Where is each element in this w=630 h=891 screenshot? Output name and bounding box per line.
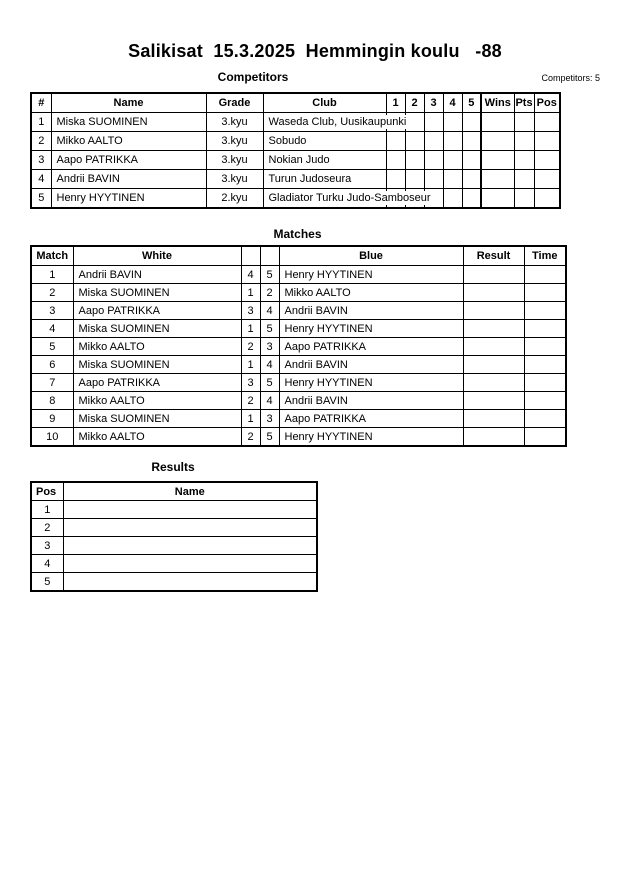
competitor-grade: 3.kyu bbox=[206, 170, 263, 189]
competitors-table bbox=[30, 92, 561, 209]
pos-cell bbox=[534, 132, 560, 151]
grid-cell bbox=[405, 113, 424, 132]
match-number: 9 bbox=[31, 410, 73, 428]
col-header-grid-1: 1 bbox=[386, 93, 405, 113]
pts-cell bbox=[514, 132, 534, 151]
grid-cell bbox=[462, 132, 481, 151]
match-white-name: Mikko AALTO bbox=[73, 392, 241, 410]
result-pos: 3 bbox=[31, 537, 63, 555]
competitors-count-label: Competitors: 5 bbox=[541, 73, 600, 83]
col-header-grid-5: 5 bbox=[462, 93, 481, 113]
match-white-name: Aapo PATRIKKA bbox=[73, 302, 241, 320]
competitor-club-text: Turun Judoseura bbox=[268, 173, 352, 185]
match-time-cell bbox=[524, 302, 566, 320]
match-blue-name: Henry HYYTINEN bbox=[279, 374, 463, 392]
match-blue-name: Andrii BAVIN bbox=[279, 392, 463, 410]
match-blue-name: Andrii BAVIN bbox=[279, 356, 463, 374]
grid-cell bbox=[386, 132, 405, 151]
match-time-cell bbox=[524, 320, 566, 338]
competitor-club bbox=[263, 189, 431, 209]
match-white-name: Mikko AALTO bbox=[73, 338, 241, 356]
match-row bbox=[31, 338, 566, 356]
page-title: Salikisat 15.3.2025 Hemmingin koulu -88 bbox=[128, 41, 502, 61]
match-time-cell bbox=[524, 428, 566, 447]
match-result-cell bbox=[463, 320, 524, 338]
pos-cell bbox=[534, 113, 560, 132]
match-result-cell bbox=[463, 392, 524, 410]
match-result-cell bbox=[463, 356, 524, 374]
match-blue-number: 3 bbox=[260, 338, 279, 356]
grid-cell bbox=[405, 151, 424, 170]
match-time-cell bbox=[524, 356, 566, 374]
competitor-number: 4 bbox=[31, 170, 51, 189]
match-result-cell bbox=[463, 410, 524, 428]
result-pos: 1 bbox=[31, 501, 63, 519]
pts-cell bbox=[514, 189, 534, 209]
match-blue-number: 5 bbox=[260, 320, 279, 338]
grid-cell bbox=[443, 189, 462, 209]
grid-cell bbox=[443, 113, 462, 132]
grid-cell bbox=[443, 151, 462, 170]
match-row bbox=[31, 302, 566, 320]
grid-cell bbox=[462, 151, 481, 170]
match-blue-number: 4 bbox=[260, 392, 279, 410]
match-number: 2 bbox=[31, 284, 73, 302]
competitor-row bbox=[31, 113, 560, 132]
wins-cell bbox=[481, 151, 514, 170]
match-white-number: 2 bbox=[241, 392, 260, 410]
competitor-name: Mikko AALTO bbox=[51, 132, 206, 151]
competitors-section-header bbox=[30, 70, 600, 85]
match-result-cell bbox=[463, 266, 524, 284]
competitor-club-text: Gladiator Turku Judo-Samboseur bbox=[268, 192, 431, 204]
match-white-number: 1 bbox=[241, 410, 260, 428]
pos-cell bbox=[534, 170, 560, 189]
competitor-club bbox=[263, 170, 386, 189]
result-row bbox=[31, 573, 317, 592]
grid-cell bbox=[424, 170, 443, 189]
match-row bbox=[31, 410, 566, 428]
match-blue-number: 5 bbox=[260, 266, 279, 284]
match-number: 3 bbox=[31, 302, 73, 320]
competitor-name: Aapo PATRIKKA bbox=[51, 151, 206, 170]
match-time-cell bbox=[524, 284, 566, 302]
col-header-club: Club bbox=[263, 93, 386, 113]
match-white-number: 1 bbox=[241, 284, 260, 302]
result-pos: 2 bbox=[31, 519, 63, 537]
grid-cell bbox=[424, 151, 443, 170]
col-header-pts: Pts bbox=[514, 93, 534, 113]
match-white-name: Miska SUOMINEN bbox=[73, 356, 241, 374]
grid-cell bbox=[386, 151, 405, 170]
match-number: 7 bbox=[31, 374, 73, 392]
match-white-number: 3 bbox=[241, 374, 260, 392]
competitors-header-row bbox=[31, 93, 560, 113]
match-white-name: Aapo PATRIKKA bbox=[73, 374, 241, 392]
competitor-row bbox=[31, 170, 560, 189]
competitor-row bbox=[31, 132, 560, 151]
match-blue-name: Henry HYYTINEN bbox=[279, 428, 463, 447]
competitor-club bbox=[263, 151, 386, 170]
competitor-name: Henry HYYTINEN bbox=[51, 189, 206, 209]
match-blue-name: Aapo PATRIKKA bbox=[279, 338, 463, 356]
match-blue-name: Andrii BAVIN bbox=[279, 302, 463, 320]
match-row bbox=[31, 356, 566, 374]
col-header-grid-3: 3 bbox=[424, 93, 443, 113]
match-white-number: 2 bbox=[241, 428, 260, 447]
pts-cell bbox=[514, 113, 534, 132]
competitor-number: 2 bbox=[31, 132, 51, 151]
result-name bbox=[63, 555, 317, 573]
match-row bbox=[31, 428, 566, 447]
grid-cell bbox=[424, 132, 443, 151]
competitor-grade: 3.kyu bbox=[206, 151, 263, 170]
col-header-time: Time bbox=[524, 246, 566, 266]
match-blue-number: 4 bbox=[260, 356, 279, 374]
match-white-number: 2 bbox=[241, 338, 260, 356]
match-white-number: 1 bbox=[241, 356, 260, 374]
competitor-number: 3 bbox=[31, 151, 51, 170]
match-result-cell bbox=[463, 374, 524, 392]
col-header-grid-4: 4 bbox=[443, 93, 462, 113]
col-header-pos: Pos bbox=[534, 93, 560, 113]
competitor-club-text: Waseda Club, Uusikaupunki bbox=[268, 116, 407, 128]
col-header-result-pos: Pos bbox=[31, 482, 63, 501]
match-row bbox=[31, 284, 566, 302]
result-name bbox=[63, 573, 317, 592]
match-number: 5 bbox=[31, 338, 73, 356]
grid-cell bbox=[443, 170, 462, 189]
col-header-blue: Blue bbox=[279, 246, 463, 266]
competitor-club-text: Sobudo bbox=[268, 135, 307, 147]
grid-cell bbox=[462, 113, 481, 132]
wins-cell bbox=[481, 132, 514, 151]
pos-cell bbox=[534, 151, 560, 170]
competitor-row bbox=[31, 189, 560, 209]
result-row bbox=[31, 537, 317, 555]
match-blue-number: 5 bbox=[260, 374, 279, 392]
match-blue-name: Henry HYYTINEN bbox=[279, 320, 463, 338]
result-pos: 4 bbox=[31, 555, 63, 573]
col-header-result-name: Name bbox=[63, 482, 317, 501]
match-result-cell bbox=[463, 428, 524, 447]
pts-cell bbox=[514, 151, 534, 170]
result-name bbox=[63, 501, 317, 519]
match-row bbox=[31, 392, 566, 410]
match-number: 8 bbox=[31, 392, 73, 410]
col-header-grid-2: 2 bbox=[405, 93, 424, 113]
result-row bbox=[31, 501, 317, 519]
match-time-cell bbox=[524, 374, 566, 392]
results-section-title: Results bbox=[151, 460, 195, 474]
col-header-white: White bbox=[73, 246, 241, 266]
col-header-result: Result bbox=[463, 246, 524, 266]
pts-cell bbox=[514, 170, 534, 189]
competitor-number: 5 bbox=[31, 189, 51, 209]
wins-cell bbox=[481, 189, 514, 209]
match-blue-name: Aapo PATRIKKA bbox=[279, 410, 463, 428]
match-number: 10 bbox=[31, 428, 73, 447]
competitor-grade: 3.kyu bbox=[206, 132, 263, 151]
grid-cell bbox=[443, 132, 462, 151]
competitor-grade: 2.kyu bbox=[206, 189, 263, 209]
col-header-grade: Grade bbox=[206, 93, 263, 113]
match-row bbox=[31, 374, 566, 392]
match-white-number: 1 bbox=[241, 320, 260, 338]
match-result-cell bbox=[463, 338, 524, 356]
match-number: 4 bbox=[31, 320, 73, 338]
results-header-row bbox=[31, 482, 317, 501]
result-row bbox=[31, 555, 317, 573]
grid-cell bbox=[386, 170, 405, 189]
result-row bbox=[31, 519, 317, 537]
competitors-section-title: Competitors bbox=[217, 70, 289, 84]
wins-cell bbox=[481, 113, 514, 132]
match-blue-number: 3 bbox=[260, 410, 279, 428]
match-row bbox=[31, 320, 566, 338]
grid-cell bbox=[405, 170, 424, 189]
grid-cell bbox=[405, 132, 424, 151]
match-white-name: Mikko AALTO bbox=[73, 428, 241, 447]
col-header-wins: Wins bbox=[481, 93, 514, 113]
grid-cell bbox=[462, 189, 481, 209]
results-table bbox=[30, 481, 318, 592]
competitor-club bbox=[263, 132, 386, 151]
match-number: 1 bbox=[31, 266, 73, 284]
match-white-number: 4 bbox=[241, 266, 260, 284]
match-row bbox=[31, 266, 566, 284]
competitor-name: Andrii BAVIN bbox=[51, 170, 206, 189]
match-blue-number: 4 bbox=[260, 302, 279, 320]
matches-header-row bbox=[31, 246, 566, 266]
match-result-cell bbox=[463, 284, 524, 302]
match-blue-name: Mikko AALTO bbox=[279, 284, 463, 302]
match-time-cell bbox=[524, 410, 566, 428]
grid-cell bbox=[462, 170, 481, 189]
competitor-club-text: Nokian Judo bbox=[268, 154, 330, 166]
col-header-white-number bbox=[241, 246, 260, 266]
competitor-row bbox=[31, 151, 560, 170]
match-blue-number: 2 bbox=[260, 284, 279, 302]
col-header-match: Match bbox=[31, 246, 73, 266]
match-white-number: 3 bbox=[241, 302, 260, 320]
pos-cell bbox=[534, 189, 560, 209]
match-time-cell bbox=[524, 266, 566, 284]
wins-cell bbox=[481, 170, 514, 189]
match-time-cell bbox=[524, 392, 566, 410]
competitor-number: 1 bbox=[31, 113, 51, 132]
match-number: 6 bbox=[31, 356, 73, 374]
competitor-club bbox=[263, 113, 407, 132]
result-name bbox=[63, 519, 317, 537]
match-blue-number: 5 bbox=[260, 428, 279, 447]
match-white-name: Miska SUOMINEN bbox=[73, 320, 241, 338]
competitor-grade: 3.kyu bbox=[206, 113, 263, 132]
result-name bbox=[63, 537, 317, 555]
match-time-cell bbox=[524, 338, 566, 356]
col-header-blue-number bbox=[260, 246, 279, 266]
matches-table bbox=[30, 245, 567, 447]
match-result-cell bbox=[463, 302, 524, 320]
col-header-name: Name bbox=[51, 93, 206, 113]
competitor-name: Miska SUOMINEN bbox=[51, 113, 206, 132]
match-white-name: Andrii BAVIN bbox=[73, 266, 241, 284]
match-white-name: Miska SUOMINEN bbox=[73, 284, 241, 302]
col-header-number: # bbox=[31, 93, 51, 113]
match-white-name: Miska SUOMINEN bbox=[73, 410, 241, 428]
grid-cell bbox=[424, 113, 443, 132]
matches-section-title: Matches bbox=[273, 227, 322, 241]
result-pos: 5 bbox=[31, 573, 63, 592]
match-blue-name: Henry HYYTINEN bbox=[279, 266, 463, 284]
